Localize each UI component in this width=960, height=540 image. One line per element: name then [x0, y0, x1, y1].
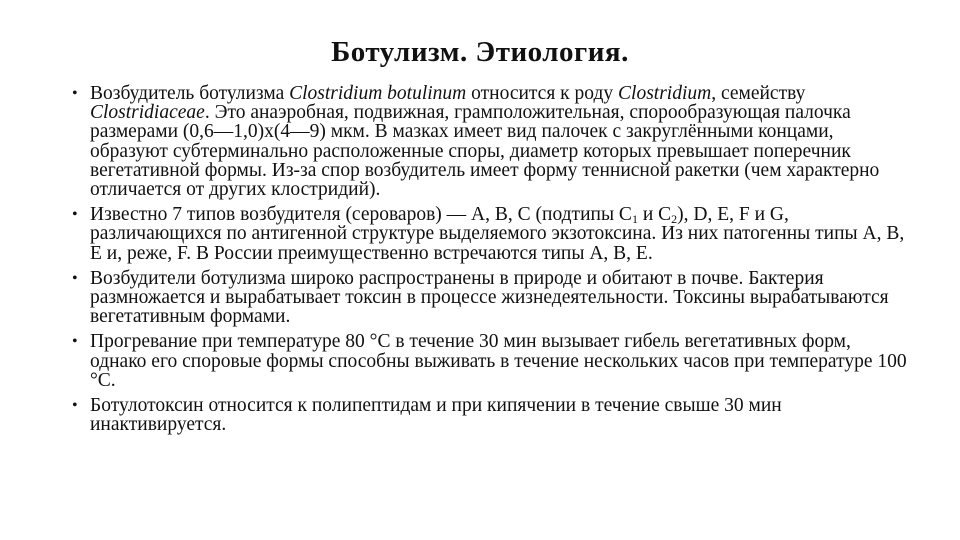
slide-title: Ботулизм. Этиология. — [331, 36, 629, 68]
bullet-text: Возбудитель ботулизма Clostridium botulinum относится к роду Clostridium, семейству Clostridiaceae. Это анаэробная, подвижная, грамположительная, спорообразующая палочка размерами (0,6—1,0)х(4—9) мкм. В мазках имеет вид палочек с закруглёнными концами, образуют субтерминально расположенные споры, диаметр которых превышает поперечник вегетативной формы. Из-за спор возбудитель имеет форму теннисной ракетки (чем характерно отличается от других клостридий). — [90, 83, 880, 201]
bullet-etiology-agent — [70, 84, 910, 199]
bullet-dot-icon: • — [72, 85, 78, 102]
bullet-dot-icon: • — [72, 333, 78, 351]
bullet-list — [70, 84, 910, 440]
bullet-text: Ботулотоксин относится к полипептидам и при кипячении в течение свыше 30 мин инактивируется. — [90, 395, 782, 436]
bullet-text: Прогревание при температуре 80 °С в течение 30 мин вызывает гибель вегетативных форм, однако его споровые формы способны выживать в течение нескольких часов при температуре 100 °С. — [90, 331, 907, 391]
bullet-habitat — [70, 269, 910, 327]
bullet-text: Известно 7 типов возбудителя (сероваров) — А, В, С (подтипы $С_1$ и $С_2$), D, Е, F и G, различающихся по антигенной структуре выделяемого экзотоксина. Из них патогенны типы А, В, Е и, реже, F. В России преимущественно встречаются типы А, В, Е. — [90, 204, 905, 264]
bullet-serovars — [70, 205, 910, 263]
bullet-text: Возбудители ботулизма широко распространены в природе и обитают в почве. Бактерия размножается и вырабатывает токсин в процессе жизнедеятельности. Токсины вырабатываются вегетативным формами. — [90, 267, 889, 328]
bullet-dot-icon: • — [72, 269, 78, 287]
bullet-dot-icon: • — [72, 397, 78, 415]
bullet-heat-resistance — [70, 332, 910, 390]
bullet-toxin-inactivation — [70, 396, 910, 434]
bullet-dot-icon: • — [72, 206, 78, 224]
